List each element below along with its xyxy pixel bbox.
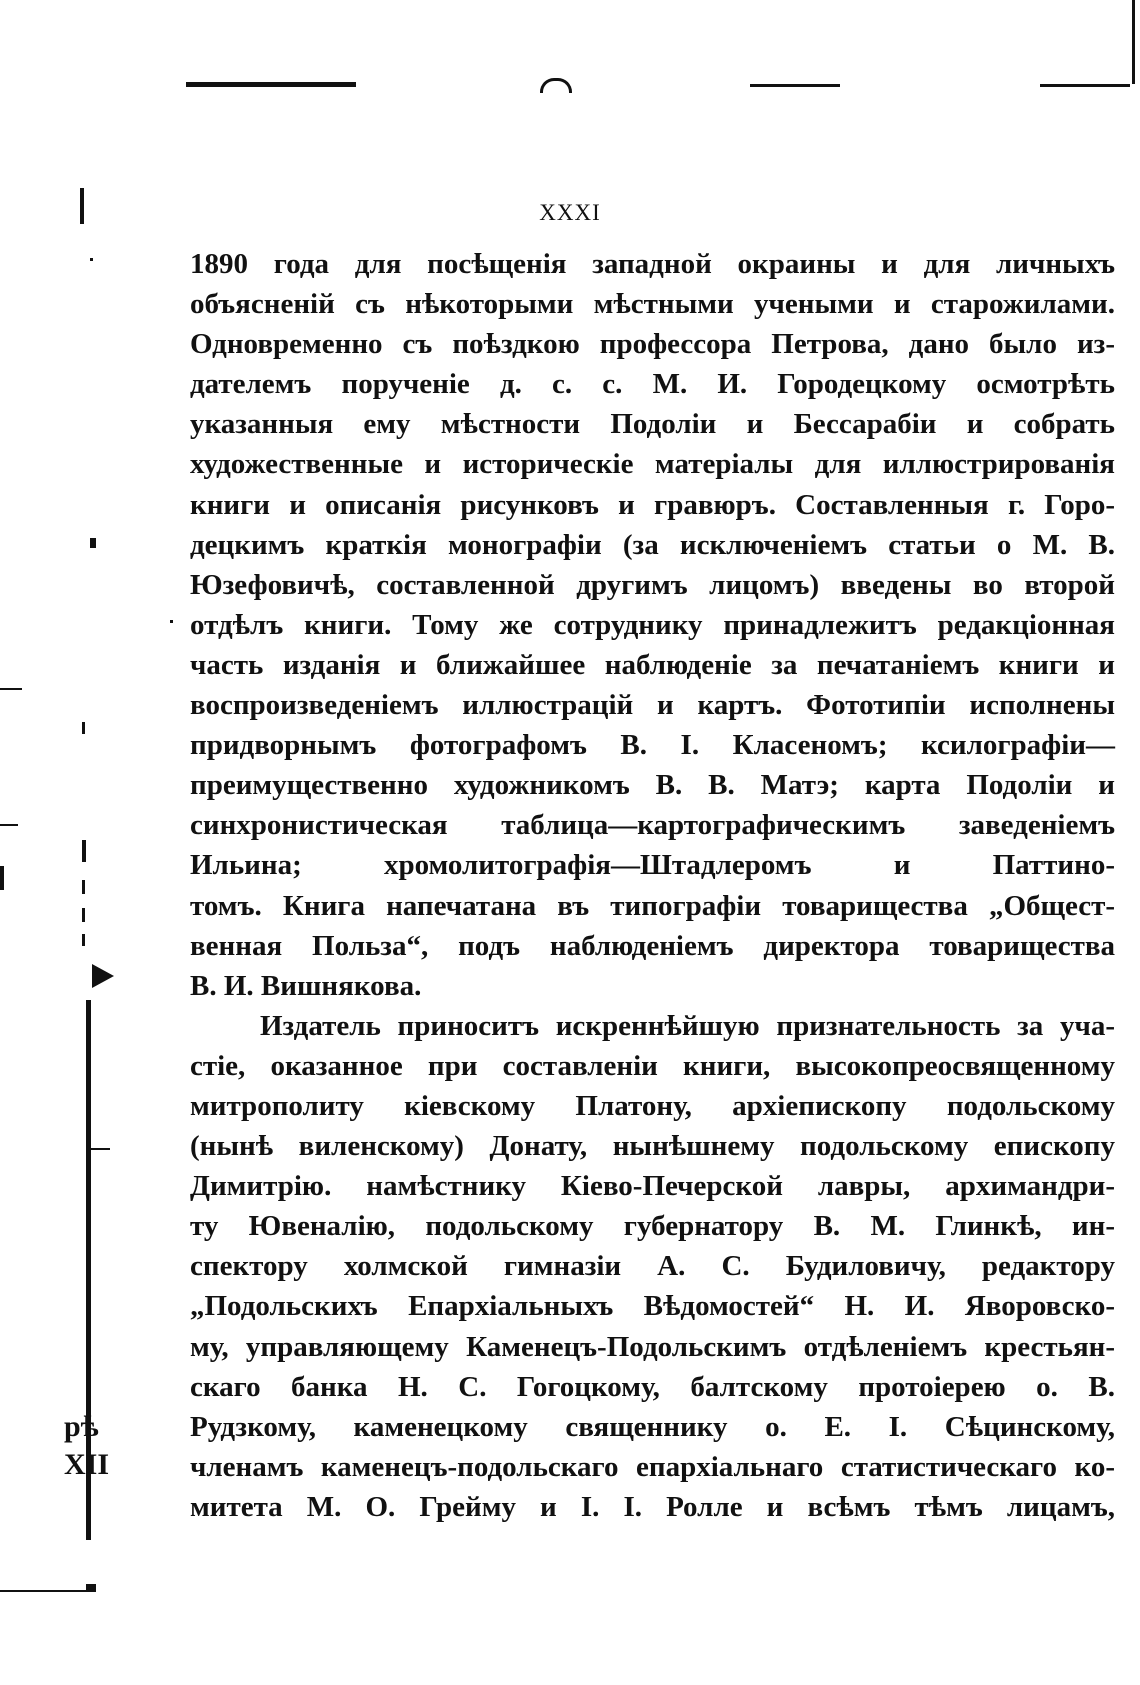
page-number: XXXI	[539, 200, 601, 225]
scan-rule-mark	[750, 84, 840, 87]
text-line: „Подольскихъ Епархіальныхъ Вѣдомостей“ Н. И. Яворовско-	[190, 1290, 1115, 1323]
text-line: Рудзкому, каменецкому священнику о. Е. І. Сѣцинскому,	[190, 1410, 1115, 1443]
text-line: книги и описанія рисунковъ и гравюръ. Составленныя г. Горо-	[190, 488, 1115, 521]
scan-margin-mark	[82, 908, 85, 922]
text-line: Димитрію. намѣстнику Кіево-Печерской лавры, архимандри-	[190, 1170, 1115, 1203]
scan-margin-mark	[90, 258, 93, 261]
scan-rule-mark	[1040, 84, 1130, 87]
text-line: членамъ каменецъ-подольскаго епархіальнаго статистическаго ко-	[190, 1450, 1115, 1483]
text-line: 1890 года для посѣщенія западной окраины и для личныхъ	[190, 248, 1115, 280]
text-line: придворнымъ фотографомъ В. І. Класеномъ; ксилографіи—	[190, 729, 1115, 762]
text-line: децкимъ краткія монографіи (за исключеніемъ статьи о М. В.	[190, 528, 1115, 561]
body-text	[190, 244, 1115, 1527]
scan-margin-mark	[0, 688, 22, 690]
text-line: воспроизведеніемъ иллюстрацій и картъ. Фототипіи исполнены	[190, 689, 1115, 722]
text-line: венная Польза“, подъ наблюденіемъ директора товарищества	[190, 929, 1115, 962]
text-line: указанныя ему мѣстности Подоліи и Бессарабіи и собрать	[190, 408, 1115, 441]
text-line: дателемъ порученіе д. с. с. М. И. Городецкому осмотрѣть	[190, 368, 1115, 401]
scan-margin-mark	[170, 620, 173, 623]
scan-margin-mark	[90, 1148, 110, 1150]
text-line: Ильина; хромолитографія—Штадлеромъ и Паттино-	[190, 849, 1115, 882]
text-line: преимущественно художникомъ В. В. Матэ; карта Подоліи и	[190, 769, 1115, 802]
pointer-arrow-icon	[92, 964, 114, 988]
scan-margin-mark	[82, 934, 85, 946]
text-line: ту Ювеналію, подольскому губернатору В. М. Глинкѣ, ин-	[190, 1210, 1115, 1243]
text-line: синхронистическая таблица—картографическимъ заведеніемъ	[190, 809, 1115, 842]
scan-rule-mark	[186, 82, 356, 87]
text-line: Юзефовичѣ, составленной другимъ лицомъ) введены во второй	[190, 568, 1115, 601]
text-line: томъ. Книга напечатана въ типографіи товарищества „Общест-	[190, 889, 1115, 922]
scan-margin-mark	[82, 722, 85, 734]
margin-fragment: рѣ	[64, 1410, 99, 1443]
scan-margin-mark	[82, 880, 85, 894]
scan-edge-mark	[1132, 0, 1135, 84]
scan-margin-mark	[90, 538, 96, 548]
text-line: художественные и историческіе матеріалы для иллюстрированія	[190, 448, 1115, 481]
scan-arc-mark	[540, 78, 572, 93]
text-line: му, управляющему Каменецъ-Подольскимъ отдѣленіемъ крестьян-	[190, 1330, 1115, 1363]
scan-margin-mark	[86, 1584, 96, 1592]
scan-margin-mark	[0, 1590, 96, 1592]
scan-margin-mark	[0, 824, 18, 826]
text-line: объясненій съ нѣкоторыми мѣстными учеными и старожилами.	[190, 288, 1115, 321]
paragraph-end-line: В. И. Вишнякова.	[190, 969, 422, 1002]
scan-margin-mark	[0, 866, 4, 890]
margin-fragment: XII	[64, 1448, 110, 1481]
text-line: митета М. О. Греймy и І. І. Ролле и всѣмъ тѣмъ лицамъ,	[190, 1490, 1115, 1523]
text-line: митрополиту кіевскому Платону, архіепископу подольскому	[190, 1089, 1115, 1122]
text-line: отдѣлъ книги. Тому же сотруднику принадлежитъ редакціонная	[190, 608, 1115, 641]
text-line: стіе, оказанное при составленіи книги, высокопреосвященному	[190, 1049, 1115, 1082]
text-line: (нынѣ виленскому) Донату, нынѣшнему подольскому епископу	[190, 1130, 1115, 1163]
text-line: спектору холмской гимназіи А. С. Будиловичу, редактору	[190, 1250, 1115, 1283]
text-line: скаго банка Н. С. Гогоцкому, балтскому протоіерею о. В.	[190, 1370, 1115, 1403]
text-line: Одновременно съ поѣздкою профессора Петрова, дано было из-	[190, 328, 1115, 361]
text-line: часть изданія и ближайшее наблюденіе за печатаніемъ книги и	[190, 648, 1115, 681]
paragraph-start-line: Издатель приноситъ искреннѣйшую признательность за уча-	[260, 1009, 1115, 1042]
scan-margin-mark	[82, 840, 86, 862]
